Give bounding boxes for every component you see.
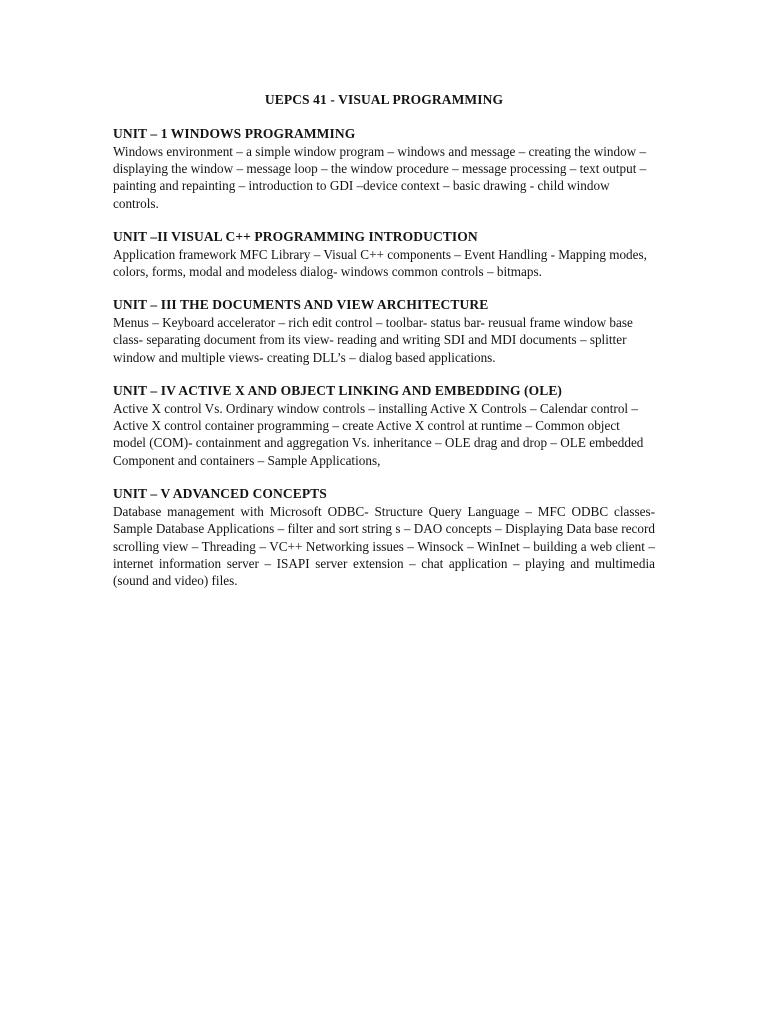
syllabus-content (113, 125, 655, 606)
unit-heading: UNIT – V ADVANCED CONCEPTS (113, 486, 327, 502)
unit-section-2 (113, 228, 655, 280)
unit-heading: UNIT – IV ACTIVE X AND OBJECT LINKING AND EMBEDDING (OLE) (113, 383, 563, 399)
unit-heading: UNIT –II VISUAL C++ PROGRAMMING INTRODUCTION (113, 229, 478, 245)
unit-body: Application framework MFC Library – Visual C++ components – Event Handling - Mapping modes, colors, forms, modal and modeless dialog- windows common controls – bitmaps. (113, 246, 647, 280)
unit-body: Active X control Vs. Ordinary window controls – installing Active X Controls – Calendar control – Active X control container programming – create Active X control at runtime – Common object model (COM)- containment and aggregation Vs. inheritance – OLE drag and drop – OLE embedded Component and containers – Sample Applications, (113, 400, 644, 468)
document-title: UEPCS 41 - VISUAL PROGRAMMING (264, 92, 504, 107)
unit-body: Database management with Microsoft ODBC- Structure Query Language – MFC ODBC classes- Sample Database Applications – filter and sort string s – DAO concepts – Displaying Data base record scrolling view – Threading – VC++ Networking issues – Winsock – WinInet – building a web client – internet information server – ISAPI server extension – chat application – playing and multimedia (sound and video) files. (113, 503, 655, 589)
unit-section-4 (113, 382, 655, 469)
unit-body: Menus – Keyboard accelerator – rich edit control – toolbar- status bar- reusual frame window base class- separating document from its view- reading and writing SDI and MDI documents – splitter window and multiple views- creating DLL’s – dialog based applications. (113, 314, 633, 365)
unit-heading: UNIT – 1 WINDOWS PROGRAMMING (113, 126, 356, 141)
unit-heading: UNIT – III THE DOCUMENTS AND VIEW ARCHITECTURE (113, 297, 489, 313)
unit-section-1 (113, 125, 655, 212)
unit-section-3 (113, 296, 655, 366)
unit-section-5 (113, 485, 655, 590)
unit-body: Windows environment – a simple window program – windows and message – creating the window – displaying the window – message loop – the window procedure – message processing – text output – painting and repainting – introduction to GDI –device context – basic drawing - child window controls. (113, 143, 647, 211)
